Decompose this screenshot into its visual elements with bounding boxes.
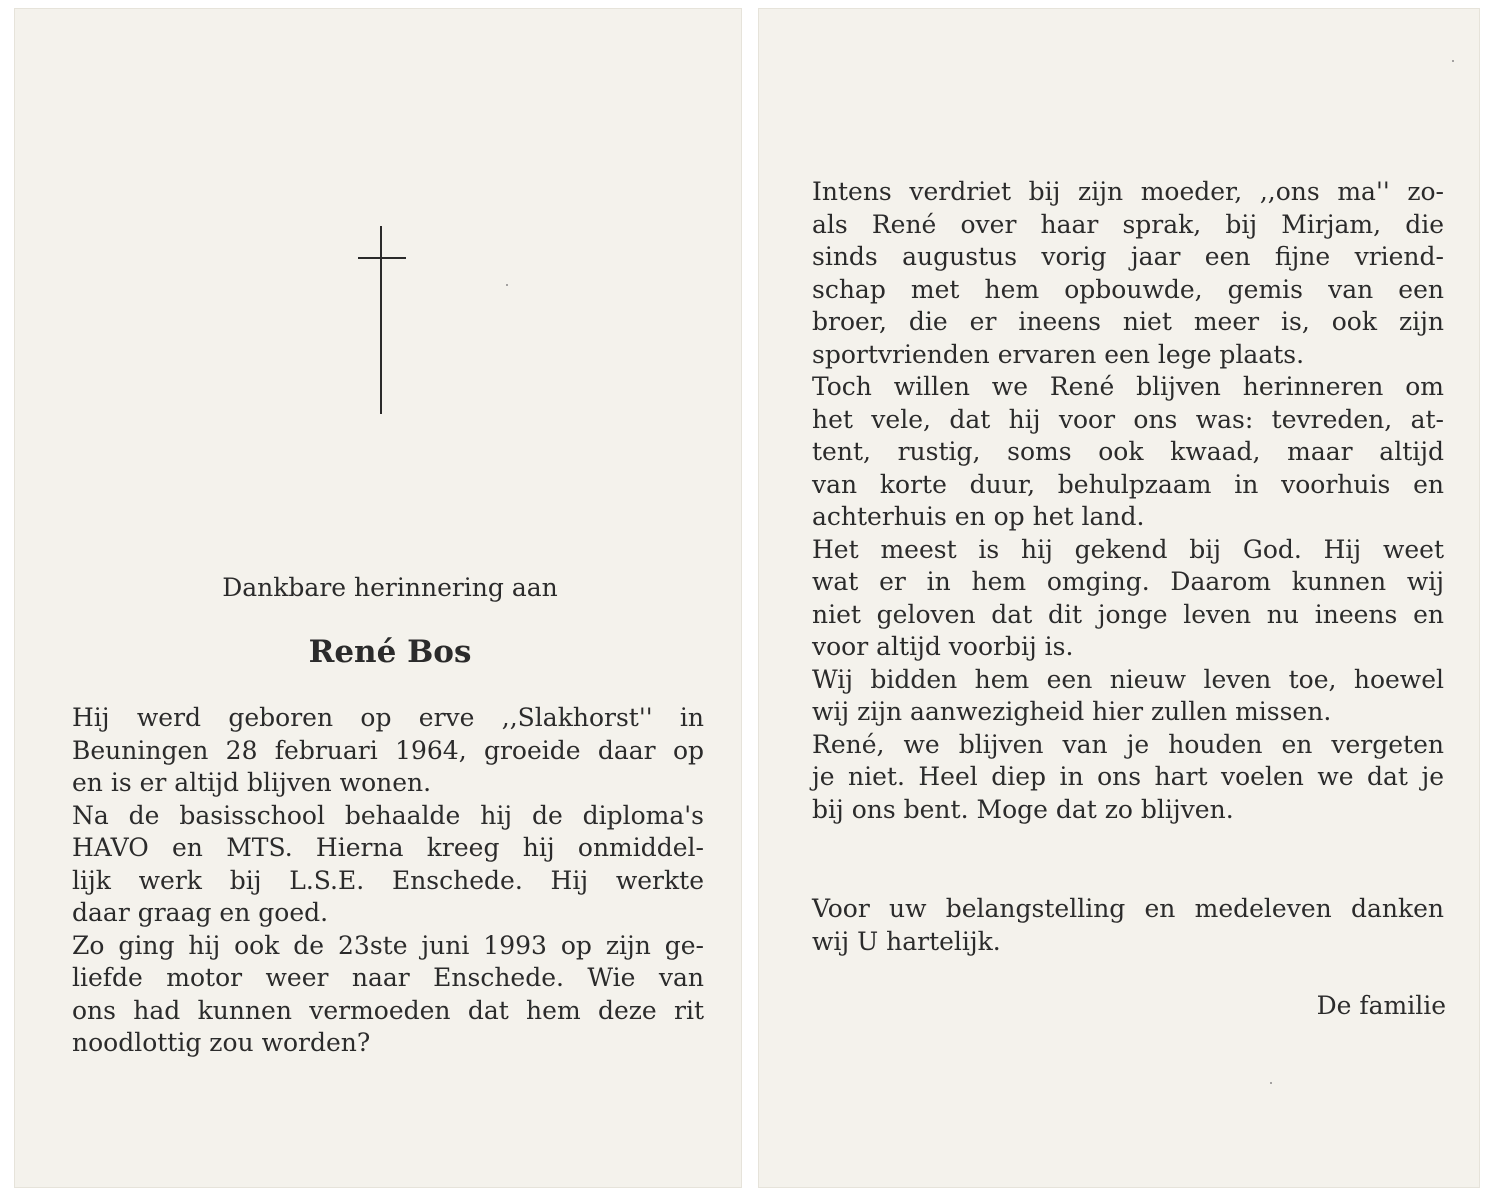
condolence-line: wij zijn aanwezigheid hier zullen missen. [812, 697, 1332, 726]
biography-line: daar graag en goed. [72, 898, 329, 927]
dedication-text: Dankbare herinnering aan [222, 573, 558, 602]
biography-line: ons had kunnen vermoeden dat hem deze rit [72, 995, 704, 1025]
condolence-line: wat er in hem omging. Daarom kunnen wij [812, 567, 1444, 596]
biography-line: lijk werk bij L.S.E. Enschede. Hij werkte [72, 865, 704, 895]
condolence-line: René, we blijven van je houden en vergeten [812, 729, 1444, 759]
condolence-line: bij ons bent. Moge dat zo blijven. [812, 794, 1234, 824]
biography-line: liefde motor weer naar Enschede. Wie van [72, 963, 704, 992]
signature-text: De familie [1316, 991, 1446, 1020]
condolence-line: je niet. Heel diep in ons hart voelen we dat je [812, 762, 1444, 791]
paper-speck [506, 284, 508, 286]
condolence-line: tent, rustig, soms ook kwaad, maar altijd [812, 437, 1444, 466]
deceased-name: René Bos [308, 634, 472, 670]
biography-line: en is er altijd blijven wonen. [72, 768, 432, 797]
condolence-text [812, 176, 1444, 826]
paper-speck [1452, 60, 1454, 62]
paper-speck [1270, 1082, 1272, 1084]
condolence-line: sportvrienden ervaren een lege plaats. [812, 339, 1305, 369]
thanks-text [812, 893, 1444, 958]
condolence-line: Intens verdriet bij zijn moeder, ,,ons ma'' zo- [812, 177, 1444, 206]
condolence-line: Het meest is hij gekend bij God. Hij weet [812, 534, 1444, 564]
condolence-line: voor altijd voorbij is. [812, 632, 1074, 661]
condolence-line: niet geloven dat dit jonge leven nu ineens en [812, 599, 1444, 629]
condolence-line: als René over haar sprak, bij Mirjam, die [812, 209, 1444, 239]
biography-line: Hij werd geboren op erve ,,Slakhorst'' in [72, 703, 704, 732]
biography-line: noodlottig zou worden? [72, 1028, 371, 1057]
biography-line: Na de basisschool behaalde hij de diploma's [72, 800, 704, 830]
biography-text [72, 702, 704, 1060]
biography-line: Zo ging hij ook de 23ste juni 1993 op zijn ge- [72, 930, 704, 960]
thanks-line: wij U hartelijk. [812, 926, 1001, 956]
thanks-line: Voor uw belangstelling en medeleven danken [812, 894, 1444, 923]
cross-vertical-bar [380, 226, 382, 414]
condolence-line: achterhuis en op het land. [812, 502, 1145, 531]
condolence-line: Toch willen we René blijven herinneren om [812, 372, 1444, 401]
cross-horizontal-bar [358, 257, 406, 259]
condolence-line: broer, die er ineens niet meer is, ook zijn [812, 307, 1444, 336]
condolence-line: sinds augustus vorig jaar een fijne vriend- [812, 242, 1444, 271]
biography-line: Beuningen 28 februari 1964, groeide daar op [72, 735, 704, 765]
cross-icon [358, 226, 406, 414]
condolence-line: van korte duur, behulpzaam in voorhuis en [812, 469, 1444, 499]
biography-line: HAVO en MTS. Hierna kreeg hij onmiddel- [72, 833, 704, 862]
condolence-line: het vele, dat hij voor ons was: tevreden, at- [812, 404, 1444, 434]
condolence-line: schap met hem opbouwde, gemis van een [812, 274, 1444, 304]
condolence-line: Wij bidden hem een nieuw leven toe, hoewel [812, 664, 1444, 694]
